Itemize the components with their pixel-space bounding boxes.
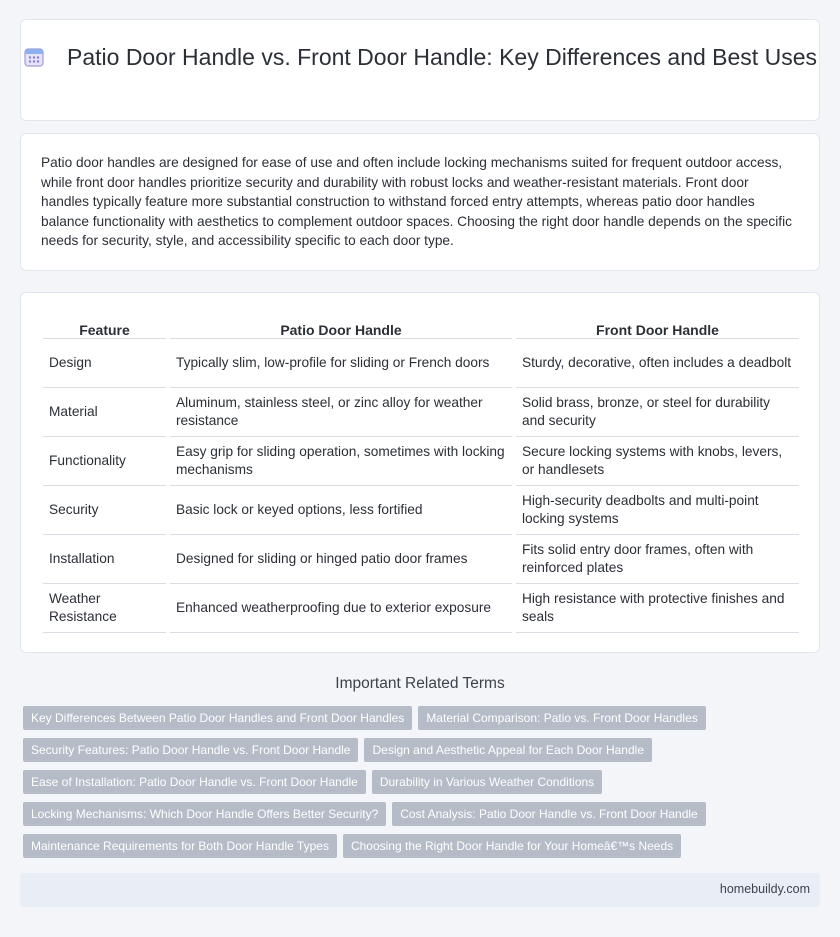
comparison-card — [20, 292, 820, 653]
related-term-link[interactable]: Choosing the Right Door Handle for Your Homeâ€™s Needs — [343, 834, 681, 858]
related-terms-title: Important Related Terms — [335, 675, 505, 692]
table-header-row — [43, 316, 799, 338]
cell-patio: Typically slim, low-profile for sliding or French doors — [168, 338, 514, 387]
cell-patio: Aluminum, stainless steel, or zinc alloy for weather resistance — [168, 387, 514, 436]
header-front: Front Door Handle — [514, 316, 799, 338]
related-term-link[interactable]: Maintenance Requirements for Both Door Handle Types — [23, 834, 337, 858]
table-row — [43, 534, 799, 583]
table-row — [43, 338, 799, 387]
cell-feature: Material — [43, 387, 168, 436]
cell-patio: Enhanced weatherproofing due to exterior exposure — [168, 583, 514, 632]
calendar-icon — [23, 46, 45, 68]
table-row — [43, 485, 799, 534]
intro-paragraph: Patio door handles are designed for ease of use and often include locking mechanisms suited for frequent outdoor access, while front door handles prioritize security and durability with robust locks and weather-resistant materials. Front door handles typically feature more substantial construction to withstand forced entry attempts, whereas patio door handles balance functionality with aesthetics to complement outdoor spaces. Choosing the right door handle depends on the specific needs for security, style, and accessibility specific to each door type. — [41, 155, 792, 249]
related-term-link[interactable]: Design and Aesthetic Appeal for Each Door Handle — [364, 738, 652, 762]
cell-feature: Weather Resistance — [43, 583, 168, 632]
cell-feature: Security — [43, 485, 168, 534]
related-term-link[interactable]: Key Differences Between Patio Door Handles and Front Door Handles — [23, 706, 412, 730]
comparison-table — [43, 316, 799, 633]
footer-site-name: homebuildy.com — [719, 882, 810, 896]
cell-patio: Basic lock or keyed options, less fortified — [168, 485, 514, 534]
header-feature: Feature — [43, 316, 168, 338]
related-term-link[interactable]: Locking Mechanisms: Which Door Handle Offers Better Security? — [23, 802, 386, 826]
cell-front: High-security deadbolts and multi-point locking systems — [514, 485, 799, 534]
tag-row — [23, 802, 813, 834]
table-row — [43, 583, 799, 632]
cell-front: Secure locking systems with knobs, levers, or handlesets — [514, 436, 799, 485]
header — [21, 42, 819, 72]
table-row — [43, 387, 799, 436]
cell-patio: Easy grip for sliding operation, sometimes with locking mechanisms — [168, 436, 514, 485]
related-term-link[interactable]: Cost Analysis: Patio Door Handle vs. Front Door Handle — [392, 802, 705, 826]
related-term-link[interactable]: Durability in Various Weather Conditions — [372, 770, 602, 794]
tag-row — [23, 738, 813, 770]
cell-front: Solid brass, bronze, or steel for durability and security — [514, 387, 799, 436]
cell-front: Sturdy, decorative, often includes a deadbolt — [514, 338, 799, 387]
cell-front: Fits solid entry door frames, often with reinforced plates — [514, 534, 799, 583]
cell-feature: Design — [43, 338, 168, 387]
cell-feature: Functionality — [43, 436, 168, 485]
page-title: Patio Door Handle vs. Front Door Handle: Key Differences and Best Uses — [67, 44, 817, 70]
header-card — [20, 19, 820, 121]
related-term-link[interactable]: Material Comparison: Patio vs. Front Door Handles — [418, 706, 705, 730]
tag-row — [23, 706, 813, 738]
header-patio: Patio Door Handle — [168, 316, 514, 338]
related-term-link[interactable]: Ease of Installation: Patio Door Handle vs. Front Door Handle — [23, 770, 366, 794]
intro-card — [20, 133, 820, 271]
cell-patio: Designed for sliding or hinged patio door frames — [168, 534, 514, 583]
related-terms-list — [23, 706, 813, 866]
tag-row — [23, 770, 813, 802]
cell-front: High resistance with protective finishes and seals — [514, 583, 799, 632]
tag-row — [23, 834, 813, 866]
cell-feature: Installation — [43, 534, 168, 583]
footer — [20, 873, 820, 907]
related-term-link[interactable]: Security Features: Patio Door Handle vs. Front Door Handle — [23, 738, 358, 762]
table-row — [43, 436, 799, 485]
